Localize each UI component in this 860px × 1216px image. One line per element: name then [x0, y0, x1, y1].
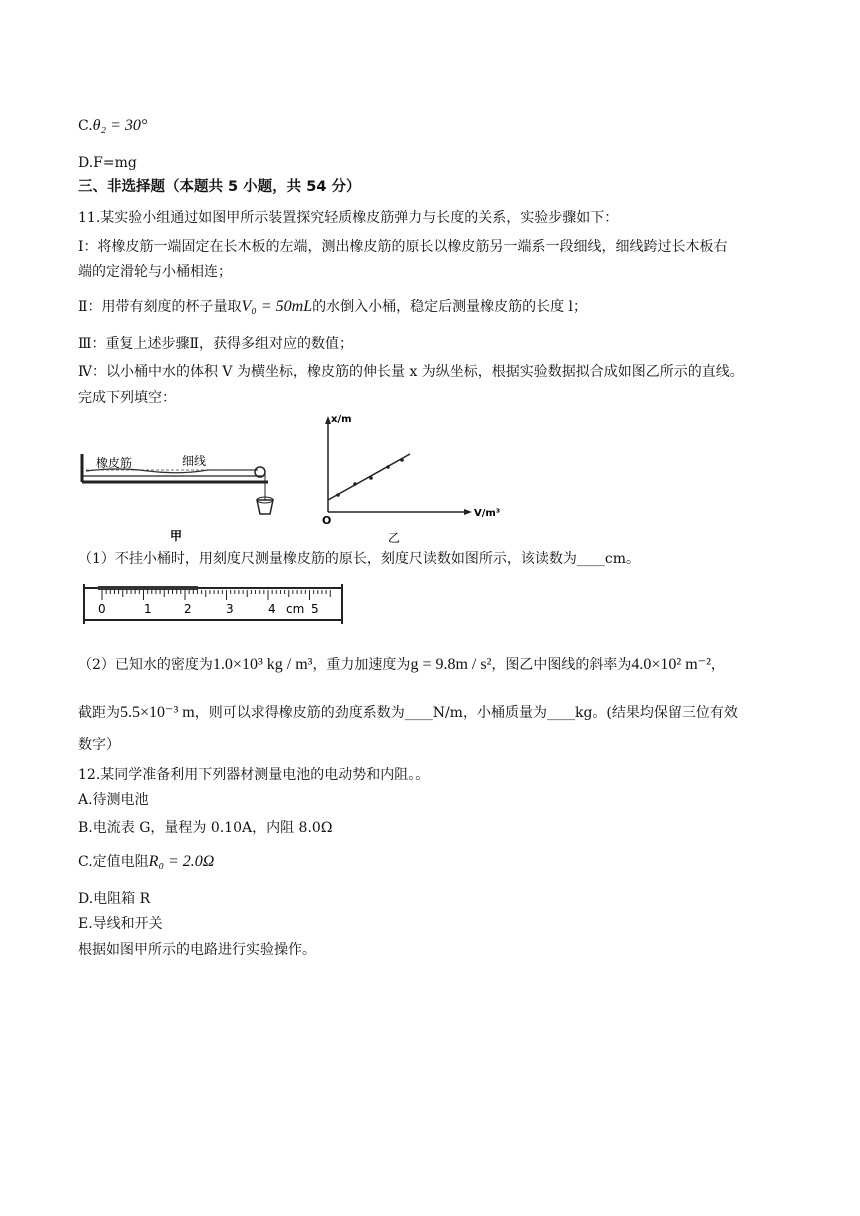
data-point: [400, 458, 404, 462]
option-c-formula: θ₂ = 30°: [92, 117, 148, 134]
label-string: 细线: [182, 454, 207, 468]
data-point: [336, 493, 340, 497]
data-point: [369, 476, 373, 480]
ruler-tick-1: 1: [144, 602, 152, 616]
caption-yi: 乙: [388, 531, 401, 545]
ruler-tick-4: 4: [268, 602, 276, 616]
q11-sub1: （1）不挂小桶时，用刻度尺测量橡皮筋的原长，刻度尺读数如图所示，该读数为____cm。: [78, 551, 641, 567]
figure-jia: [78, 440, 288, 550]
sub2-text-3: ，图乙中图线的斜率为: [491, 657, 632, 673]
slope-formula: 4.0×10² m⁻²: [631, 656, 711, 673]
q12-option-b: B.电流表 G，量程为 0.10A，内阻 8.0Ω: [78, 820, 333, 836]
x-axis-label: V/m³: [474, 508, 501, 519]
origin-label: O: [322, 514, 332, 527]
q12-option-e: E.导线和开关: [78, 916, 163, 932]
q11-sub2-line3: 数字）: [78, 737, 120, 753]
q11-step4-line2: 完成下列填空：: [78, 390, 176, 406]
sub2-text-2: ，重力加速度为: [312, 657, 411, 673]
ruler-figure: [80, 578, 350, 632]
ruler-tick-0: 0: [98, 602, 106, 616]
q12-option-d: D.电阻箱 R: [78, 891, 151, 907]
data-point: [353, 482, 357, 486]
q11-sub2-line1: [78, 655, 725, 675]
intercept-formula: 5.5×10⁻³ m: [120, 704, 195, 721]
caption-jia: 甲: [170, 529, 183, 543]
step2-formula: V₀ = 50mL: [241, 298, 313, 315]
q12-option-a: A.待测电池: [78, 792, 149, 808]
sub2-text-6: ，则可以求得橡皮筋的劲度系数为____N/m，小桶质量为____kg。(结果均保留三位有效: [194, 705, 738, 721]
sub2-text-4: ，: [710, 657, 725, 673]
q12-instruction: 根据如图甲所示的电路进行实验操作。: [78, 942, 316, 958]
ruler-tick-3: 3: [226, 602, 234, 616]
r0-formula: R₀ = 2.0Ω: [148, 853, 215, 870]
q12-intro: 12.某同学准备利用下列器材测量电池的电动势和内阻。。: [78, 767, 430, 783]
step2-text-b: 的水倒入小桶，稳定后测量橡皮筋的长度 l；: [312, 299, 588, 315]
q11-step4-line1: Ⅳ：以小桶中水的体积 V 为横坐标，橡皮筋的伸长量 x 为纵坐标，根据实验数据拟合成如图乙所示的直线。: [78, 364, 744, 380]
q12-c-prefix: C.定值电阻: [78, 854, 149, 870]
q11-step2: [78, 297, 587, 317]
q11-step1-line1: I：将橡皮筋一端固定在长木板的左端，测出橡皮筋的原长以橡皮筋另一端系一段细线，细线跨过长木板右: [78, 239, 728, 255]
option-c: [78, 116, 147, 136]
ruler-tick-2: 2: [184, 602, 192, 616]
ruler-unit: cm: [286, 602, 305, 616]
label-rubber-band: 橡皮筋: [96, 456, 133, 470]
q12-option-c: [78, 852, 214, 872]
q11-step3: Ⅲ：重复上述步骤Ⅱ，获得多组对应的数值；: [78, 336, 354, 352]
sub2-text-1: （2）已知水的密度为: [78, 657, 213, 673]
step2-text-a: Ⅱ：用带有刻度的杯子量取: [78, 299, 242, 315]
option-d: D.F=mg: [78, 155, 137, 171]
q11-step1-line2: 端的定滑轮与小桶相连；: [78, 264, 232, 280]
data-point: [386, 465, 390, 469]
section-heading: 三、非选择题（本题共 5 小题，共 54 分）: [78, 179, 361, 195]
y-axis-label: x/m: [331, 414, 352, 425]
sub2-text-5: 截距为: [78, 705, 120, 721]
q11-sub2-line2: [78, 703, 738, 723]
q11-intro: 11.某实验小组通过如图甲所示装置探究轻质橡皮筋弹力与长度的关系，实验步骤如下：: [78, 210, 619, 226]
gravity-formula: g = 9.8m / s²: [410, 656, 492, 673]
ruler-tick-5: 5: [311, 602, 319, 616]
figure-yi: [318, 410, 518, 546]
option-c-prefix: C.: [78, 118, 93, 134]
density-formula: 1.0×10³ kg / m³: [212, 656, 313, 673]
